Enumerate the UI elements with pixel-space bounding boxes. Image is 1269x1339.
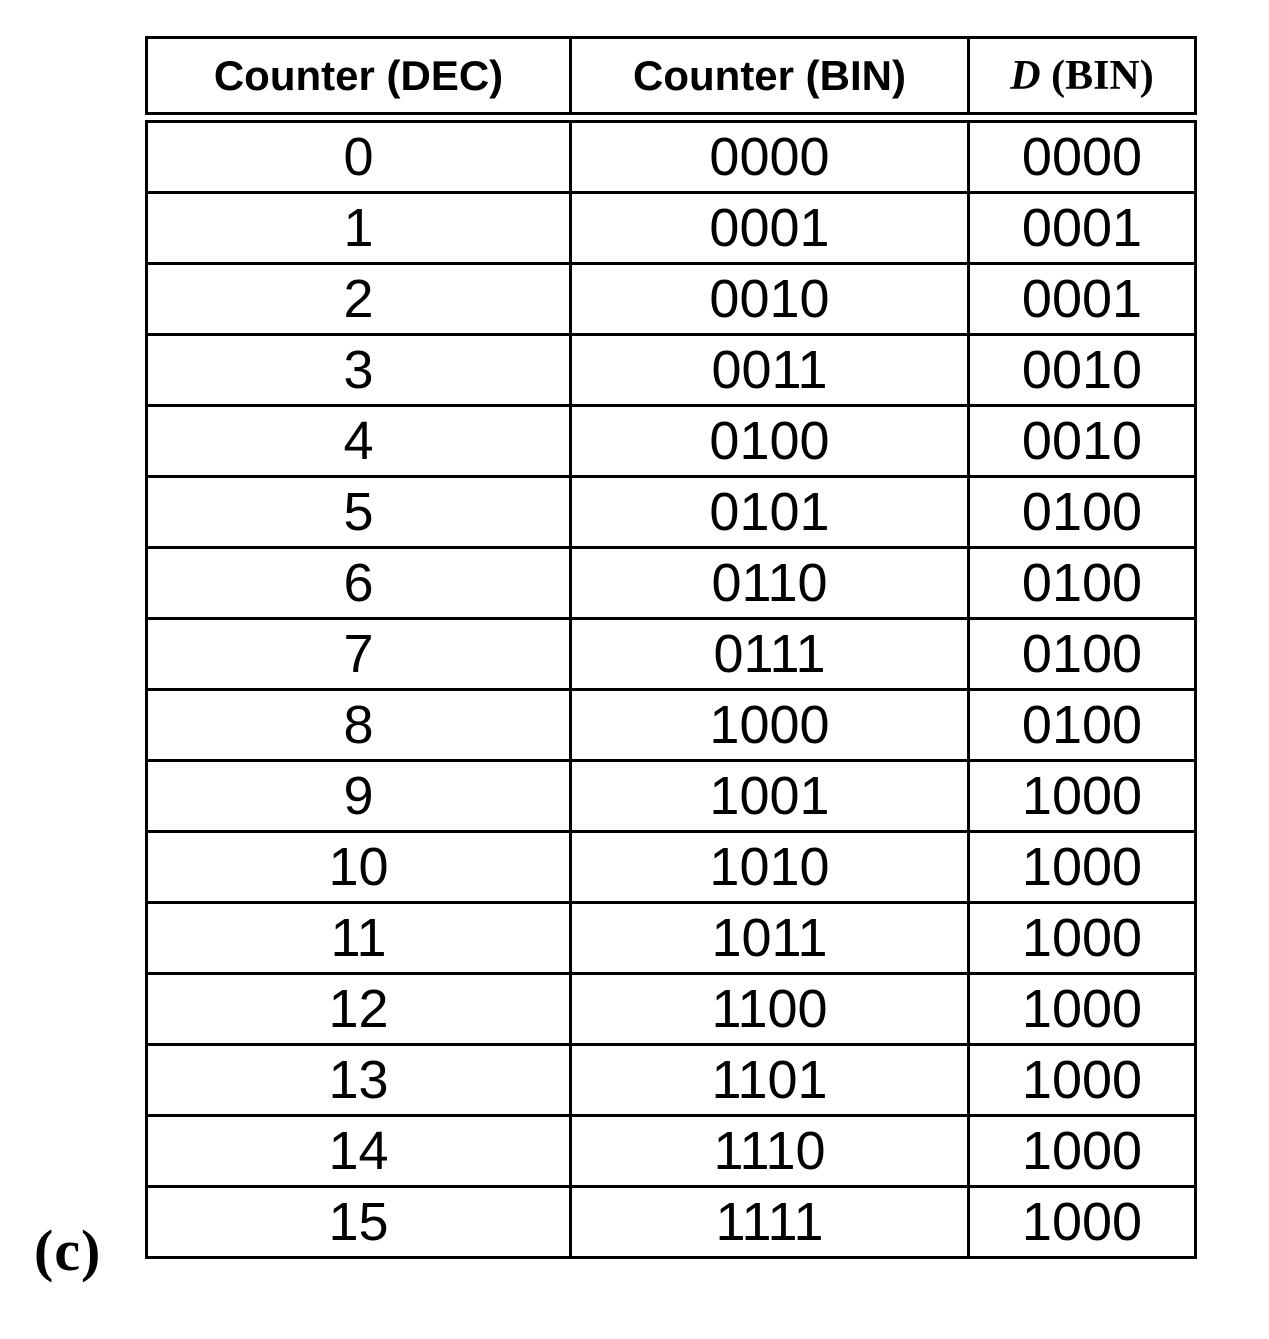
cell-counter-bin: 1000 [571,690,969,761]
panel-label: (c) [34,1218,102,1283]
cell-counter-dec: 0 [147,122,571,193]
cell-d-bin: 1000 [969,1116,1196,1187]
table-row [147,619,1196,690]
cell-d-bin: 0001 [969,264,1196,335]
cell-d-bin: 0100 [969,548,1196,619]
table-row [147,548,1196,619]
cell-counter-bin: 1010 [571,832,969,903]
cell-counter-bin: 1100 [571,974,969,1045]
cell-counter-bin: 0110 [571,548,969,619]
counter-table [145,36,1197,1259]
cell-counter-bin: 1111 [571,1187,969,1258]
cell-counter-dec: 10 [147,832,571,903]
cell-d-bin: 0100 [969,690,1196,761]
cell-counter-bin: 0000 [571,122,969,193]
cell-counter-bin: 0001 [571,193,969,264]
cell-counter-dec: 2 [147,264,571,335]
cell-d-bin: 1000 [969,832,1196,903]
cell-counter-bin: 0100 [571,406,969,477]
table-row [147,903,1196,974]
cell-d-bin: 1000 [969,761,1196,832]
cell-counter-dec: 11 [147,903,571,974]
cell-counter-dec: 6 [147,548,571,619]
table-row [147,335,1196,406]
cell-counter-bin: 0111 [571,619,969,690]
cell-counter-dec: 3 [147,335,571,406]
table-row [147,193,1196,264]
table-row [147,1045,1196,1116]
cell-d-bin: 0010 [969,406,1196,477]
header-counter-bin: Counter (BIN) [571,38,969,114]
cell-counter-dec: 15 [147,1187,571,1258]
cell-d-bin: 1000 [969,1187,1196,1258]
table-row [147,832,1196,903]
cell-counter-dec: 8 [147,690,571,761]
cell-d-bin: 0100 [969,477,1196,548]
cell-d-bin: 1000 [969,1045,1196,1116]
cell-counter-dec: 1 [147,193,571,264]
cell-counter-dec: 14 [147,1116,571,1187]
cell-d-bin: 1000 [969,903,1196,974]
table-row [147,1116,1196,1187]
cell-d-bin: 1000 [969,974,1196,1045]
header-separator [147,114,1196,122]
header-d-bin [969,38,1196,114]
cell-counter-bin: 1001 [571,761,969,832]
cell-counter-bin: 1110 [571,1116,969,1187]
cell-counter-bin: 1011 [571,903,969,974]
cell-counter-bin: 0010 [571,264,969,335]
table-row [147,122,1196,193]
table-row [147,761,1196,832]
table-row [147,264,1196,335]
cell-d-bin: 0100 [969,619,1196,690]
cell-counter-dec: 13 [147,1045,571,1116]
cell-counter-dec: 4 [147,406,571,477]
table-row [147,690,1196,761]
header-d-suffix: (BIN) [1040,52,1154,99]
table-body [147,122,1196,1258]
cell-counter-dec: 9 [147,761,571,832]
table-row [147,974,1196,1045]
cell-counter-dec: 12 [147,974,571,1045]
cell-counter-bin: 1101 [571,1045,969,1116]
table-row [147,477,1196,548]
cell-d-bin: 0000 [969,122,1196,193]
table-header-row [147,38,1196,114]
cell-d-bin: 0001 [969,193,1196,264]
table-row [147,1187,1196,1258]
cell-counter-bin: 0101 [571,477,969,548]
header-d-variable: D [1010,52,1041,99]
header-counter-dec: Counter (DEC) [147,38,571,114]
cell-counter-dec: 5 [147,477,571,548]
cell-d-bin: 0010 [969,335,1196,406]
table-row [147,406,1196,477]
cell-counter-bin: 0011 [571,335,969,406]
cell-counter-dec: 7 [147,619,571,690]
